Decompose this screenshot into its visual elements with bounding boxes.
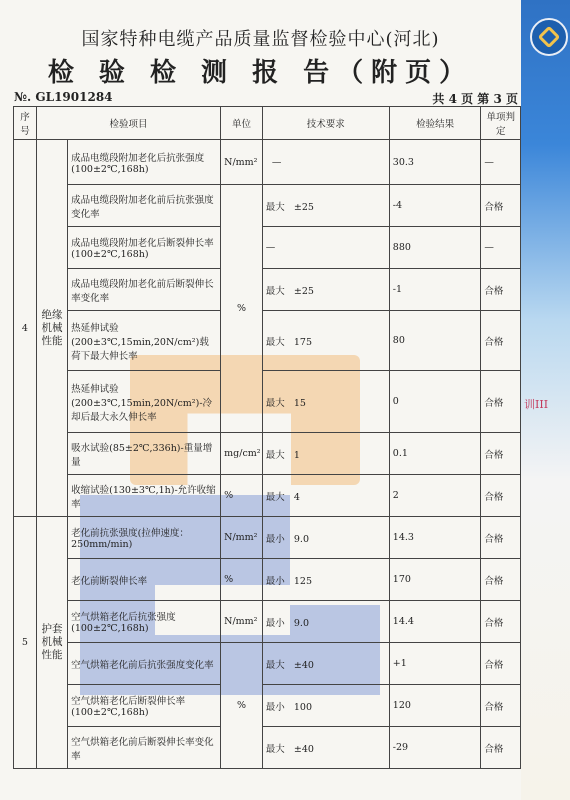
req-value: 1 (293, 449, 300, 461)
req-value: 125 (293, 575, 313, 587)
req-prefix: 最大 (265, 743, 285, 755)
group-seq: 5 (14, 517, 37, 769)
item-cell: 成品电缆段附加老化后断裂伸长率(100±2℃,168h) (68, 227, 221, 269)
result-cell: 0.1 (389, 433, 481, 475)
req-value: ±40 (293, 659, 314, 671)
table-row (14, 185, 521, 227)
requirement-cell (262, 727, 389, 769)
table-row (14, 727, 521, 769)
group-category: 护套机械性能 (36, 517, 67, 769)
result-cell: 14.3 (389, 517, 481, 559)
table-row (14, 475, 521, 517)
table-row (14, 433, 521, 475)
item-cell: 老化前断裂伸长率 (68, 559, 221, 601)
requirement-cell (262, 371, 389, 433)
verdict-cell: 合格 (481, 475, 521, 517)
table-row (14, 517, 521, 559)
unit-cell: % (221, 559, 263, 601)
unit-cell: N/mm² (221, 140, 263, 185)
item-cell: 空气烘箱老化后断裂伸长率(100±2℃,168h) (68, 685, 221, 727)
result-cell: 120 (389, 685, 481, 727)
req-prefix: 最大 (265, 659, 285, 671)
req-prefix: 最小 (265, 533, 285, 545)
header-unit: 单位 (221, 107, 263, 140)
seal-stamp-fragment: 训III (524, 398, 549, 411)
verdict-cell: — (481, 140, 521, 185)
verdict-cell: 合格 (481, 371, 521, 433)
header-result: 检验结果 (389, 107, 481, 140)
group-seq: 4 (14, 140, 37, 517)
req-prefix: 最大 (265, 397, 285, 409)
verdict-cell: 合格 (481, 185, 521, 227)
result-cell: -29 (389, 727, 481, 769)
unit-cell: N/mm² (221, 601, 263, 643)
verdict-cell: 合格 (481, 517, 521, 559)
result-cell: 880 (389, 227, 481, 269)
table-row (14, 685, 521, 727)
table-row (14, 643, 521, 685)
req-value: 15 (293, 397, 306, 409)
item-cell: 热延伸试验(200±3℃,15min,20N/cm²)-冷却后最大永久伸长率 (68, 371, 221, 433)
requirement-cell (262, 685, 389, 727)
requirement-cell (262, 140, 389, 185)
header-item: 检验项目 (36, 107, 220, 140)
requirement-cell (262, 185, 389, 227)
item-cell: 热延伸试验(200±3℃,15min,20N/cm²)载荷下最大伸长率 (68, 311, 221, 371)
result-cell: -4 (389, 185, 481, 227)
item-cell: 成品电缆段附加老化前后抗张强度变化率 (68, 185, 221, 227)
req-value: ±25 (293, 285, 314, 297)
req-value: — (265, 242, 276, 253)
result-cell: 30.3 (389, 140, 481, 185)
verdict-cell: 合格 (481, 727, 521, 769)
req-prefix: 最小 (265, 617, 285, 629)
requirement-cell (262, 643, 389, 685)
result-cell: 2 (389, 475, 481, 517)
result-cell: +1 (389, 643, 481, 685)
result-cell: 170 (389, 559, 481, 601)
requirement-cell (262, 269, 389, 311)
header-verdict: 单项判定 (481, 107, 521, 140)
item-cell: 吸水试验(85±2℃,336h)-重量增量 (68, 433, 221, 475)
result-cell: 80 (389, 311, 481, 371)
req-value: 9.0 (293, 617, 309, 629)
verdict-cell: 合格 (481, 685, 521, 727)
req-prefix: 最大 (265, 449, 285, 461)
verdict-cell: 合格 (481, 643, 521, 685)
req-prefix: 最大 (265, 201, 285, 213)
req-prefix: 最小 (265, 701, 285, 713)
table-row (14, 140, 521, 185)
verdict-cell: 合格 (481, 601, 521, 643)
table-header-row (14, 107, 521, 140)
req-prefix: 最大 (265, 336, 285, 348)
table-row (14, 311, 521, 371)
requirement-cell (262, 433, 389, 475)
item-cell: 老化前抗张强度(拉伸速度：250mm/min) (68, 517, 221, 559)
req-value: 4 (293, 491, 300, 503)
req-value: 175 (293, 336, 313, 348)
req-value: ±40 (293, 743, 314, 755)
requirement-cell (262, 517, 389, 559)
table-row (14, 371, 521, 433)
unit-cell: % (221, 475, 263, 517)
req-value: 9.0 (293, 533, 309, 545)
unit-cell: % (221, 643, 263, 769)
test-results-table (13, 106, 521, 769)
organization-name: 国家特种电缆产品质量监督检验中心(河北) (81, 29, 440, 50)
req-prefix: 最大 (265, 491, 285, 503)
page-info: 共 4 页 第 3 页 (432, 92, 518, 106)
header-requirement: 技术要求 (262, 107, 389, 140)
result-cell: 0 (389, 371, 481, 433)
verdict-cell: 合格 (481, 311, 521, 371)
unit-cell: % (221, 185, 263, 433)
requirement-cell (262, 227, 389, 269)
requirement-cell (262, 311, 389, 371)
item-cell: 空气烘箱老化前后抗张强度变化率 (68, 643, 221, 685)
header-seq: 序号 (14, 107, 37, 140)
table-row (14, 227, 521, 269)
requirement-cell (262, 559, 389, 601)
result-cell: -1 (389, 269, 481, 311)
req-prefix: 最小 (265, 575, 285, 587)
req-value: 100 (293, 701, 313, 713)
verdict-cell: 合格 (481, 559, 521, 601)
item-cell: 成品电缆段附加老化后抗张强度(100±2℃,168h) (68, 140, 221, 185)
item-cell: 收缩试验(130±3℃,1h)-允许收缩率 (68, 475, 221, 517)
result-cell: 14.4 (389, 601, 481, 643)
verdict-cell: 合格 (481, 269, 521, 311)
item-cell: 空气烘箱老化前后断裂伸长率变化率 (68, 727, 221, 769)
verdict-cell: — (481, 227, 521, 269)
verdict-cell: 合格 (481, 433, 521, 475)
report-number: №. GL1901284 (14, 90, 113, 104)
unit-cell: mg/cm² (221, 433, 263, 475)
req-value: — (271, 156, 282, 168)
report-title: 检 验 检 测 报 告（附页） (47, 58, 474, 88)
item-cell: 成品电缆段附加老化前后断裂伸长率变化率 (68, 269, 221, 311)
requirement-cell (262, 601, 389, 643)
table-row (14, 559, 521, 601)
item-cell: 空气烘箱老化后抗张强度(100±2℃,168h) (68, 601, 221, 643)
requirement-cell (262, 475, 389, 517)
unit-cell: N/mm² (221, 517, 263, 559)
table-row (14, 269, 521, 311)
group-category: 绝缘机械性能 (36, 140, 67, 517)
req-prefix: 最大 (265, 285, 285, 297)
side-logo-icon (530, 18, 568, 56)
req-value: ±25 (293, 201, 314, 213)
table-row (14, 601, 521, 643)
